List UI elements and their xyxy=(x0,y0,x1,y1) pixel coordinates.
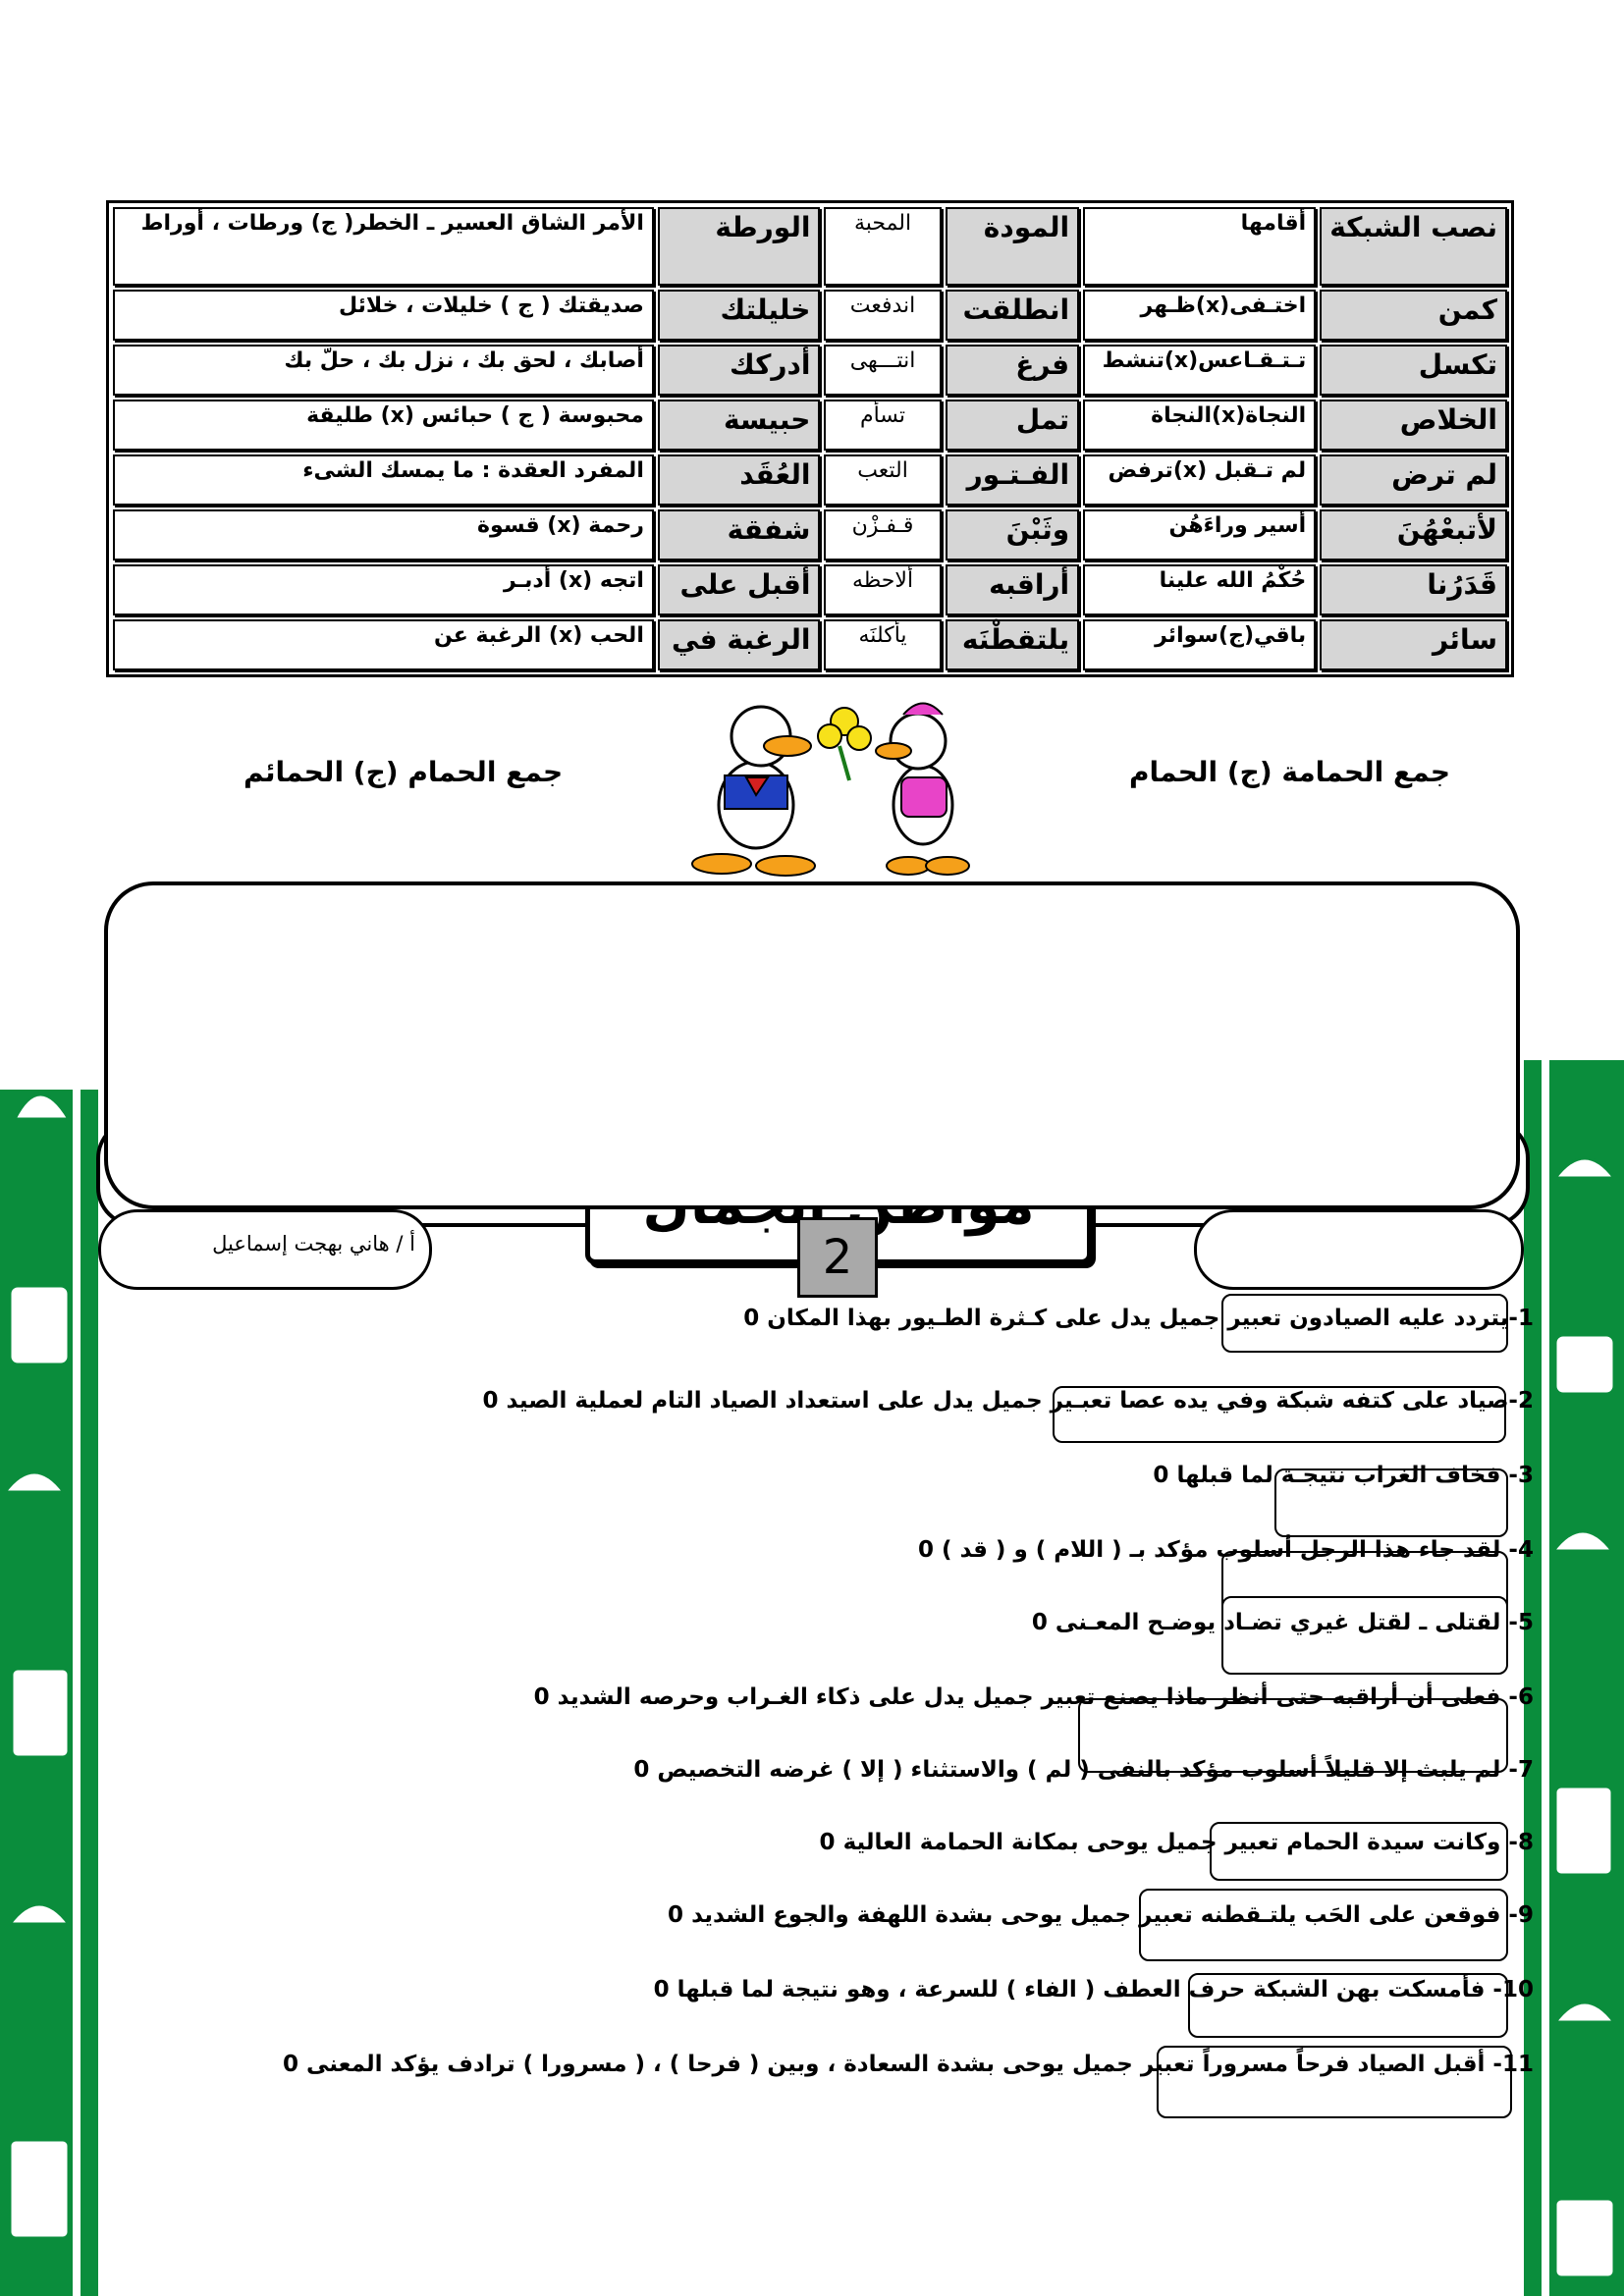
vocab-meaning-cell: الحب (x) الرغبة عن xyxy=(113,619,654,670)
vocab-word-cell: لأتبعْهُنَ xyxy=(1320,509,1507,561)
vocab-row xyxy=(113,290,1507,341)
vocab-meaning-cell: حُكْمُ الله علينا xyxy=(1083,564,1316,615)
question-9: 9- فوقعن على الحَب يلتـقطنه تعبير جميل يوحى بشدة اللهفة والجوع الشديد 0 xyxy=(668,1902,1534,1928)
question-1: 1-يتردد عليه الصيادون تعبير جميل يدل على كـثرة الطـيور بهذا المكان 0 xyxy=(743,1306,1534,1331)
vocab-word-cell: حبيسة xyxy=(658,400,821,451)
vocab-word-cell: تكسل xyxy=(1320,345,1507,396)
vocab-meaning-cell: التعب xyxy=(824,454,941,506)
vocab-word-cell: تمل xyxy=(946,400,1080,451)
vocab-word-cell: شفقة xyxy=(658,509,821,561)
vocab-word-cell: سائر xyxy=(1320,619,1507,670)
vocab-meaning-cell: تسأم xyxy=(824,400,941,451)
lesson-number-badge: 2 xyxy=(797,1217,878,1298)
vocab-word-cell: يلتقطْنَه xyxy=(946,619,1080,670)
vocab-row xyxy=(113,400,1507,451)
vocab-meaning-cell: أصابك ، لحق بك ، نزل بك ، حلّ بك xyxy=(113,345,654,396)
vocab-meaning-cell: النجاة(x)النجاة xyxy=(1083,400,1316,451)
author-name: أ / هاني بهجت إسماعيل xyxy=(212,1232,415,1255)
vocab-word-cell: خليلتك xyxy=(658,290,821,341)
vocab-word-cell: كمن xyxy=(1320,290,1507,341)
vocab-word-cell: الخلاص xyxy=(1320,400,1507,451)
vocab-meaning-cell: اتجه (x) أدبـر xyxy=(113,564,654,615)
vocab-word-cell: الفـتـور xyxy=(946,454,1080,506)
vocab-meaning-cell: انتـــهى xyxy=(824,345,941,396)
question-11: 11- أقبل الصياد فرحاً مسروراً تعبير جميل يوحى بشدة السعادة ، وبين ( فرحا ) ، ( مسرورا ) ترادف يؤكد المعنى 0 xyxy=(282,2052,1534,2077)
vocab-word-cell: لم ترض xyxy=(1320,454,1507,506)
vocab-meaning-cell: لم تـقبل (x)ترفض xyxy=(1083,454,1316,506)
vocabulary-table xyxy=(106,200,1514,677)
q5-box xyxy=(1221,1596,1508,1675)
vocab-word-cell: الورطة xyxy=(658,207,821,286)
vocab-word-cell: أدركك xyxy=(658,345,821,396)
vocab-meaning-cell: أسير وراءَهُن xyxy=(1083,509,1316,561)
vocab-meaning-cell: تـتـقـاعس(x)تنشط xyxy=(1083,345,1316,396)
empty-pill xyxy=(1194,1209,1524,1290)
vocab-meaning-cell: الأمر الشاق العسير ـ الخطر( ج) ورطات ، أوراط xyxy=(113,207,654,286)
vocab-row xyxy=(113,564,1507,615)
vocab-meaning-cell: يأكلنَه xyxy=(824,619,941,670)
vocab-meaning-cell: المفرد العقدة : ما يمسك الشىء xyxy=(113,454,654,506)
vocab-word-cell: الرغبة في xyxy=(658,619,821,670)
vocab-row xyxy=(113,454,1507,506)
vocab-meaning-cell: رحمة (x) قسوة xyxy=(113,509,654,561)
plural-note-left: جمع الحمام (ج) الحمائم xyxy=(244,756,564,788)
vocab-word-cell: انطلقت xyxy=(946,290,1080,341)
left-tree-decoration-icon xyxy=(0,1060,108,2296)
main-empty-box xyxy=(104,881,1520,1209)
vocab-meaning-cell: اندفعت xyxy=(824,290,941,341)
vocab-meaning-cell: ألاحظه xyxy=(824,564,941,615)
vocab-meaning-cell: قـفـزْن xyxy=(824,509,941,561)
vocab-word-cell: العُقَد xyxy=(658,454,821,506)
right-tree-decoration-icon xyxy=(1516,1041,1624,2296)
vocab-meaning-cell: محبوسة ( ج ) حبائس (x) طليقة xyxy=(113,400,654,451)
cartoon-ducks-image xyxy=(677,687,1011,883)
vocab-word-cell: أقبل على xyxy=(658,564,821,615)
question-10: 10- فأمسكت بهن الشبكة حرف العطف ( الفاء ) للسرعة ، وهو نتيجة لما قبلها 0 xyxy=(653,1977,1534,2002)
author-pill xyxy=(98,1209,432,1290)
vocab-meaning-cell: اختـفى(x)ظـهر xyxy=(1083,290,1316,341)
vocab-word-cell: فرغ xyxy=(946,345,1080,396)
vocab-row xyxy=(113,207,1507,286)
vocab-meaning-cell: صديقتك ( ج ) خليلات ، خلائل xyxy=(113,290,654,341)
vocab-word-cell: وثَبْنَ xyxy=(946,509,1080,561)
plural-note-right: جمع الحمامة (ج) الحمام xyxy=(1129,756,1451,788)
vocab-word-cell: نصب الشبكة xyxy=(1320,207,1507,286)
question-4: 4- لقد جاء هذا الرجل أسلوب مؤكد بـ ( اللام ) و ( قد ) 0 xyxy=(918,1537,1534,1563)
vocab-meaning-cell: أقامها xyxy=(1083,207,1316,286)
question-6: 6- فعلى أن أراقبه حتى أنظر ماذا يصنع تعبير جميل يدل على ذكاء الغـراب وحرصه الشديد 0 xyxy=(533,1684,1534,1710)
vocab-row xyxy=(113,619,1507,670)
vocab-word-cell: أراقبه xyxy=(946,564,1080,615)
question-8: 8- وكانت سيدة الحمام تعبير جميل يوحى بمكانة الحمامة العالية 0 xyxy=(819,1830,1534,1855)
question-2: 2-صياد على كتفه شبكة وفي يده عصا تعبـير جميل يدل على استعداد الصياد التام لعملية الصيد 0 xyxy=(482,1388,1534,1414)
vocab-row xyxy=(113,345,1507,396)
vocab-word-cell: قَدَرُنا xyxy=(1320,564,1507,615)
vocab-word-cell: المودة xyxy=(946,207,1080,286)
question-3: 3- فخاف الغراب نتيجـة لما قبلها 0 xyxy=(1153,1463,1534,1488)
vocab-meaning-cell: المحبة xyxy=(824,207,941,286)
question-7: 7- لم يلبث إلا قليلاً أسلوب مؤكد بالنفى ( لم ) والاستثناء ( إلا ) غرضه التخصيص 0 xyxy=(633,1757,1534,1783)
vocab-row xyxy=(113,509,1507,561)
question-5: 5- لقتلى ـ لقتل غيري تضـاد يوضـح المعـنى 0 xyxy=(1031,1610,1534,1635)
vocab-meaning-cell: باقي(ج)سوائر xyxy=(1083,619,1316,670)
